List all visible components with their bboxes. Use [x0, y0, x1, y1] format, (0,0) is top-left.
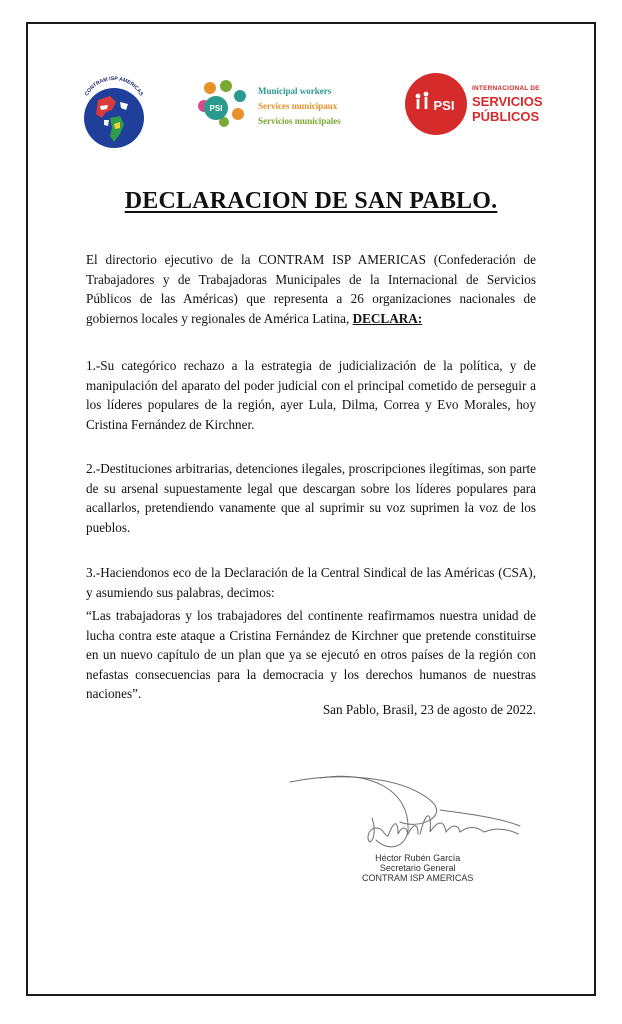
- signatory-name: Héctor Rubén García: [375, 853, 461, 863]
- signature-block: [362, 853, 473, 883]
- signatory-role: Secretario General: [379, 863, 456, 873]
- document-title: DECLARACION DE SAN PABLO.: [124, 188, 498, 214]
- contram-logo: [76, 72, 152, 152]
- intro-text: El directorio ejecutivo de la CONTRAM ISP AMERICAS (Confederación de Trabajadores y de Trabajadoras Municipales de la Internacional de Servicios Públicos de las Américas) que representa a 26 organizaciones nacionales de gobiernos locales y regionales de América Latina,: [86, 252, 536, 326]
- point-1-paragraph: 1.-Su categórico rechazo a la estrategia de judicialización de la política, y de manipulación del aparato del poder judicial con el principal cometido de perseguir a los líderes populares de la región, ayer Lula, Dilma, Correa y Evo Morales, hoy Cristina Fernández de Kirchner.: [86, 358, 536, 432]
- municipal-workers-logo: [194, 78, 354, 134]
- psi-line1: INTERNACIONAL DE: [472, 85, 540, 92]
- header-logos: [0, 0, 622, 170]
- place-date: San Pablo, Brasil, 23 de agosto de 2022.: [322, 702, 536, 717]
- point-3-paragraph: 3.-Haciendonos eco de la Declaración de la Central Sindical de las Américas (CSA), y asumiendo sus palabras, decimos:: [86, 565, 536, 600]
- mw-line-fr: Services municipaux: [258, 101, 338, 111]
- mw-line-es: Servicios municipales: [258, 116, 341, 126]
- psi-line3: PÚBLICOS: [472, 108, 540, 124]
- psi-line2: SERVICIOS: [472, 93, 543, 109]
- contram-logo-text: CONTRAM ISP AMERICAS: [83, 75, 145, 98]
- mw-line-en: Municipal workers: [258, 86, 332, 96]
- declara-label: DECLARA:: [352, 310, 423, 326]
- psi-logo: [404, 72, 544, 138]
- csa-quote: “Las trabajadoras y los trabajadores del continente reafirmamos nuestra unidad de lucha contra este ataque a Cristina Fernández de Kirchner que pretende constituirse en un nuevo capítulo de un plan que ya se ejecutó en otros países de la región con nefastas consecuencias para la democracia y los derechos humanos de nuestras naciones”.: [86, 608, 536, 701]
- signatory-org: CONTRAM ISP AMERICAS: [362, 873, 474, 883]
- psi-badge-text: PSI: [433, 98, 455, 113]
- mw-badge-text: PSI: [209, 104, 223, 113]
- point-2-paragraph: 2.-Destituciones arbitrarias, detenciones ilegales, proscripciones ilegítimas, son parte de su arsenal supuestamente legal que descargan sobre los líderes populares para acallarlos, pretendiendo vanamente que al suprimir su voz suprimen la voz de los pueblos.: [86, 461, 536, 535]
- intro-paragraph: [86, 250, 536, 328]
